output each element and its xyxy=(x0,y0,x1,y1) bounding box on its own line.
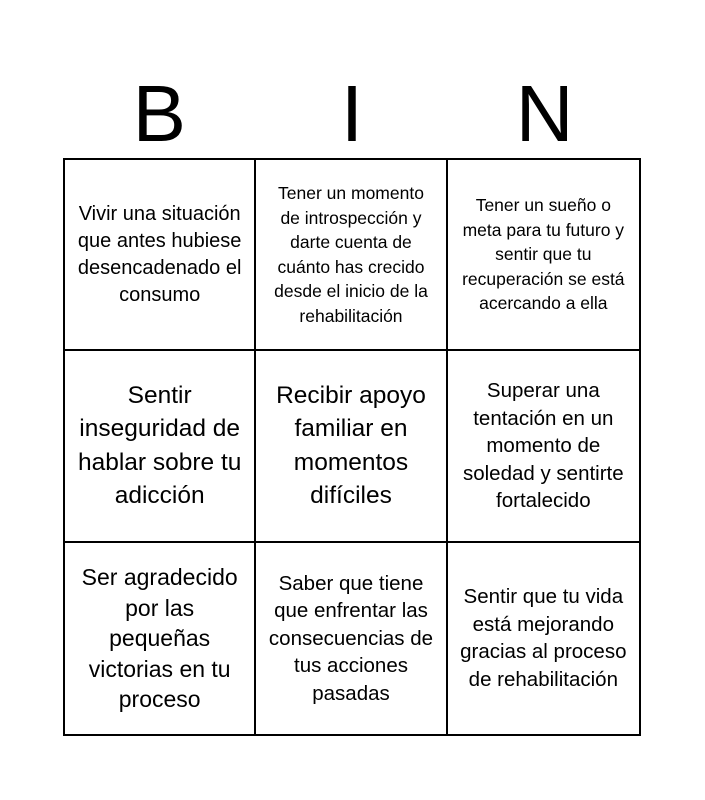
bingo-cell-r3c3[interactable] xyxy=(448,543,639,734)
bingo-cell-r2c1[interactable] xyxy=(65,351,256,542)
bingo-cell-r1c2[interactable] xyxy=(256,160,447,351)
header-letter-n: N xyxy=(515,69,574,158)
bingo-cell-r3c2[interactable] xyxy=(256,543,447,734)
bingo-cell-text: Tener un sueño o meta para tu futuro y sentir que tu recuperación se está acercando a ella xyxy=(462,195,625,314)
bingo-cell-r2c2[interactable] xyxy=(256,351,447,542)
header-letter-b: B xyxy=(132,69,186,158)
bingo-cell-text: Ser agradecido por las pequeñas victorias en tu proceso xyxy=(81,564,238,713)
bingo-cell-text: Vivir una situación que antes hubiese desencadenado el consumo xyxy=(77,202,242,306)
bingo-cell-r1c3[interactable] xyxy=(448,160,639,351)
bingo-cell-text: Sentir que tu vida está mejorando gracias al proceso de rehabilitación xyxy=(460,585,627,691)
bingo-card-grid xyxy=(63,158,641,736)
bingo-cell-text: Superar una tentación en un momento de soledad y sentirte fortalecido xyxy=(462,379,624,513)
bingo-cell-r1c1[interactable] xyxy=(65,160,256,351)
bingo-cell-r3c1[interactable] xyxy=(65,543,256,734)
bingo-cell-text: Saber que tiene que enfrentar las consecuencias de tus acciones pasadas xyxy=(268,571,434,705)
bingo-cell-text: Sentir inseguridad de hablar sobre tu adicción xyxy=(77,381,242,510)
header-letter-i: I xyxy=(340,69,364,158)
bingo-cell-text: Tener un momento de introspección y darte cuenta de cuánto has crecido desde el inicio de la rehabilitación xyxy=(274,183,428,326)
bingo-cell-text: Recibir apoyo familiar en momentos difíciles xyxy=(276,381,426,510)
bingo-header xyxy=(63,70,641,158)
bingo-cell-r2c3[interactable] xyxy=(448,351,639,542)
